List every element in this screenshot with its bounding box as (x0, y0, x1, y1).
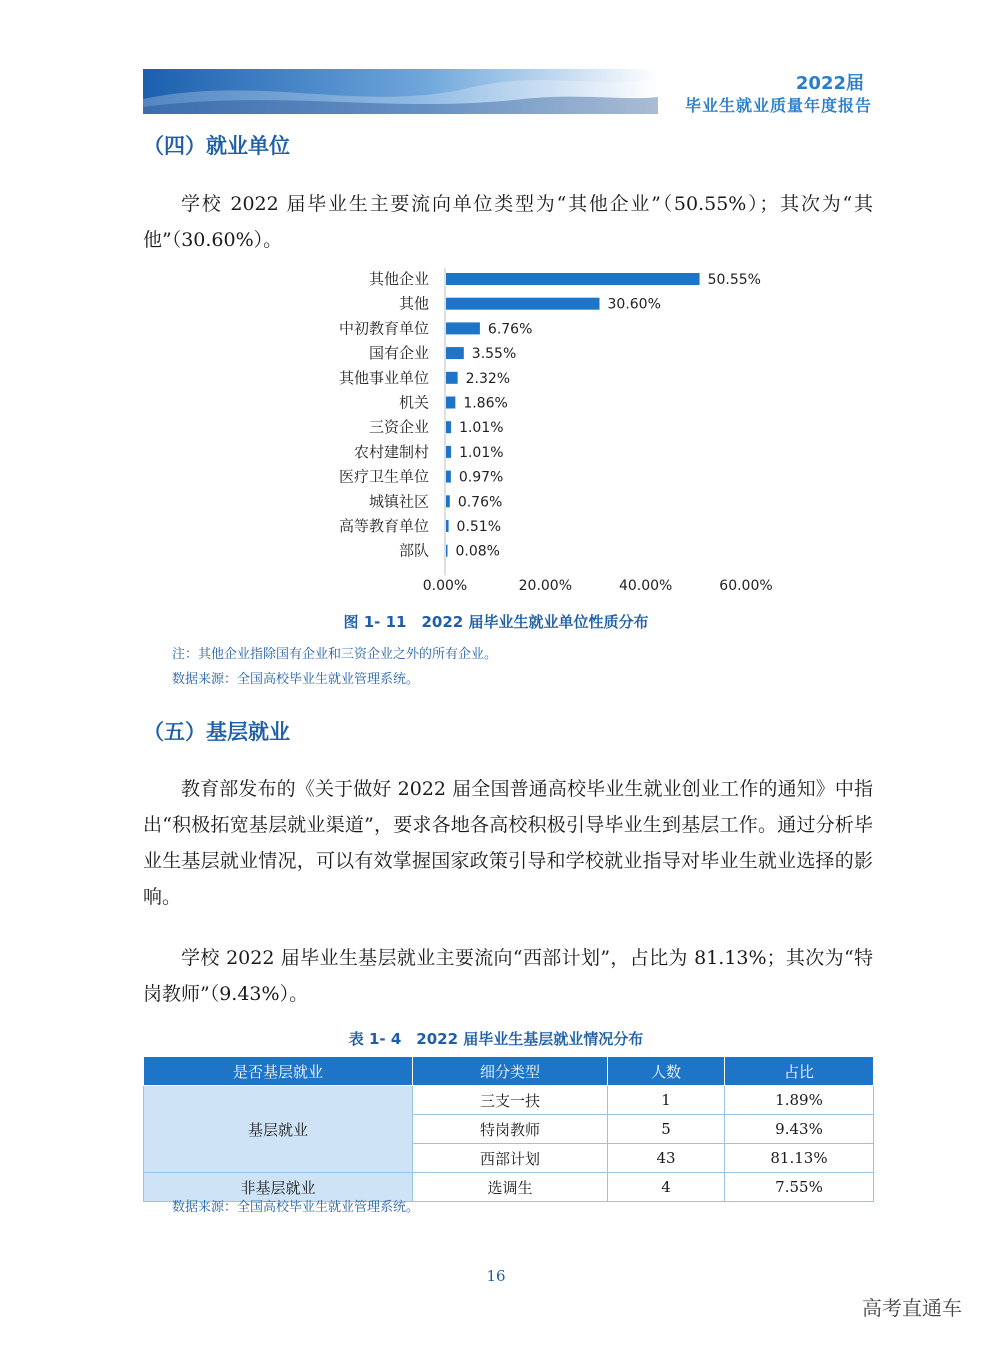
chart-bar (446, 495, 450, 507)
table-cell: 7.55% (725, 1173, 874, 1202)
chart-category-label: 三资企业 (368, 418, 429, 437)
figure-caption: 图 1- 11 2022 届毕业生就业单位性质分布 (343, 613, 649, 631)
table-header-cell: 占比 (725, 1057, 874, 1086)
chart-bar (446, 545, 448, 557)
figure-note: 注：其他企业指除国有企业和三资企业之外的所有企业。 (172, 647, 498, 662)
header-banner (143, 69, 658, 114)
chart-category-label: 城镇社区 (368, 492, 429, 511)
chart-category-label: 农村建制村 (353, 442, 429, 461)
chart-category-label: 高等教育单位 (338, 517, 429, 535)
table-cell: 9.43% (725, 1115, 874, 1144)
chart-bar (446, 520, 449, 532)
table-cell: 43 (608, 1144, 725, 1173)
figure-source: 数据来源：全国高校毕业生就业管理系统。 (172, 672, 420, 687)
chart-value-label: 6.76% (487, 321, 533, 338)
paragraph-grassroots-summary: 学校 2022 届毕业生基层就业主要流向“西部计划”，占比为 81.13%；其次为“特岗教师”（9.43%）。 (143, 947, 873, 1005)
table-group-cell: 基层就业 (144, 1086, 413, 1173)
chart-bar (446, 372, 458, 384)
chart-value-label: 50.55% (707, 272, 761, 288)
chart-bar (446, 471, 451, 483)
paragraph-employer-summary: 学校 2022 届毕业生主要流向单位类型为“其他企业”（50.55%）；其次为“其他”（30.60%）。 (143, 193, 873, 251)
table-cell: 81.13% (725, 1144, 874, 1173)
chart-x-tick-label: 0.00% (422, 578, 468, 594)
table-cell: 4 (608, 1173, 725, 1202)
chart-bar (446, 446, 451, 458)
table-cell: 西部计划 (413, 1144, 608, 1173)
chart-bar (446, 273, 700, 285)
header-year: 2022届 (795, 73, 864, 94)
chart-category-label: 其他事业单位 (338, 368, 429, 387)
table-header-cell: 人数 (608, 1057, 725, 1086)
chart-category-label: 中初教育单位 (338, 319, 429, 338)
chart-value-label: 30.60% (607, 296, 661, 313)
chart-bar (446, 322, 480, 334)
table-source: 数据来源：全国高校毕业生就业管理系统。 (172, 1200, 420, 1215)
table-cell: 1.89% (725, 1086, 874, 1115)
chart-value-label: 2.32% (465, 370, 511, 387)
table-header-cell: 细分类型 (413, 1057, 608, 1086)
table-group-cell: 非基层就业 (144, 1173, 413, 1202)
chart-category-label: 部队 (398, 541, 429, 560)
page-number: 16 (486, 1267, 506, 1285)
chart-value-label: 0.51% (456, 519, 502, 535)
chart-bar (446, 421, 451, 433)
chart-bar (446, 298, 600, 310)
table-header-cell: 是否基层就业 (144, 1057, 413, 1086)
section-heading-employer: （四）就业单位 (143, 134, 290, 158)
chart-category-label: 其他企业 (368, 270, 429, 288)
section-heading-grassroots: （五）基层就业 (143, 720, 290, 744)
chart-svg (300, 266, 800, 596)
table-cell: 特岗教师 (413, 1115, 608, 1144)
grassroots-employment-table (143, 1056, 874, 1202)
table-cell: 三支一扶 (413, 1086, 608, 1115)
chart-value-label: 1.01% (459, 420, 504, 437)
watermark-text: 高考直通车 (862, 1296, 962, 1320)
chart-category-label: 国有企业 (368, 344, 429, 363)
chart-value-label: 1.86% (463, 395, 508, 412)
chart-category-label: 医疗卫生单位 (338, 467, 429, 486)
chart-value-label: 1.01% (459, 444, 504, 461)
chart-x-tick-label: 40.00% (618, 578, 673, 594)
table-header-row (144, 1057, 874, 1086)
chart-x-tick-label: 20.00% (518, 578, 573, 594)
header-title: 毕业生就业质量年度报告 (684, 96, 872, 115)
chart-bar (446, 347, 464, 359)
employer-type-bar-chart (300, 266, 800, 596)
table-cell: 1 (608, 1086, 725, 1115)
table-caption: 表 1- 4 2022 届毕业生基层就业情况分布 (348, 1030, 644, 1048)
table-cell: 选调生 (413, 1173, 608, 1202)
chart-category-label: 机关 (398, 393, 429, 412)
chart-value-label: 3.55% (471, 346, 517, 363)
chart-category-label: 其他 (398, 294, 429, 313)
table-cell: 5 (608, 1115, 725, 1144)
chart-x-tick-label: 60.00% (719, 578, 773, 594)
paragraph-grassroots-intro: 教育部发布的《关于做好 2022 届全国普通高校毕业生就业创业工作的通知》中指出“积极拓宽基层就业渠道”，要求各地各高校积极引导毕业生到基层工作。通过分析毕业生基层就业情况，可以有效掌握国家政策引导和学校就业指导对毕业生就业选择的影响。 (143, 778, 873, 908)
chart-value-label: 0.76% (457, 494, 503, 511)
chart-value-label: 0.08% (455, 543, 500, 560)
table-row (144, 1086, 874, 1115)
chart-bar (446, 397, 455, 409)
chart-value-label: 0.97% (458, 469, 504, 486)
